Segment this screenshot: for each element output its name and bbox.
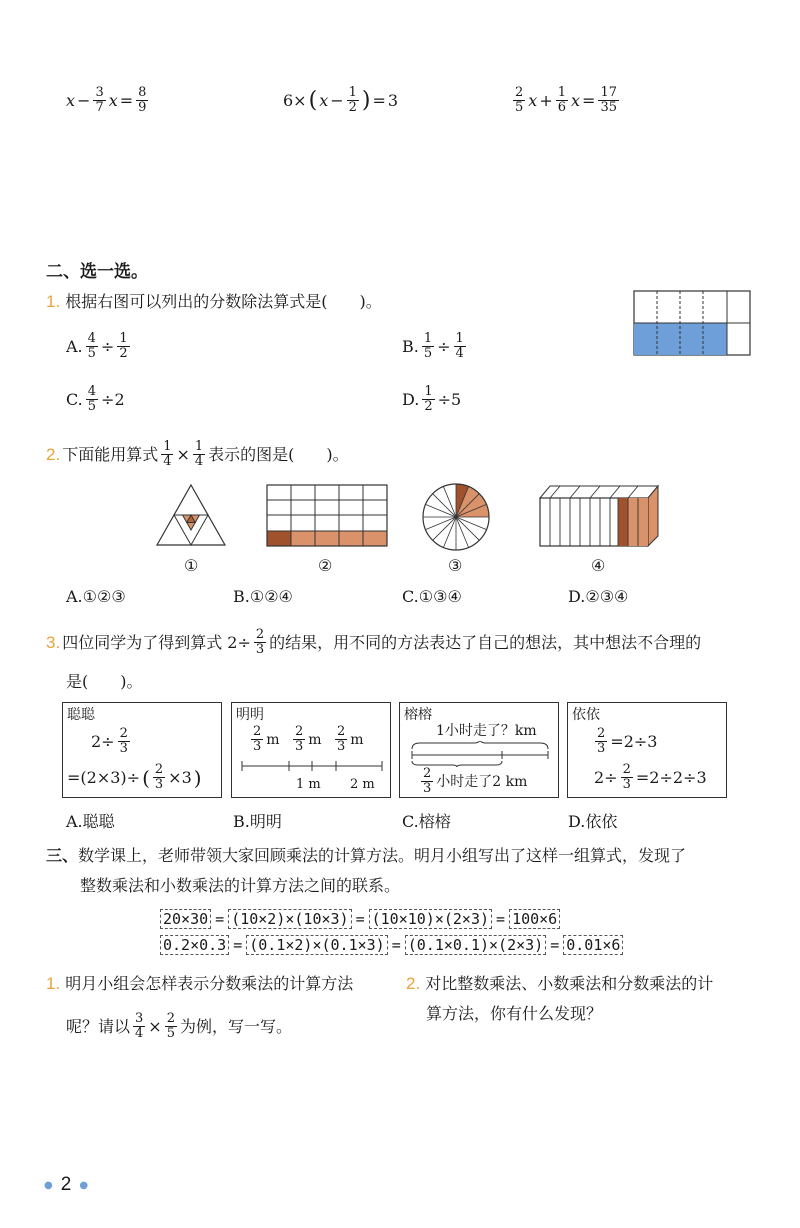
denominator: 4: [163, 454, 172, 469]
numerator: 8: [138, 85, 147, 100]
expr-cell: 100×6: [509, 909, 560, 929]
q3-option-b[interactable]: B.明明: [233, 812, 282, 831]
denominator: 3: [622, 777, 631, 792]
q2-option-d[interactable]: D.②③④: [568, 587, 629, 606]
expr-cell: 20×30: [160, 909, 211, 929]
op: ×: [148, 1016, 162, 1036]
denominator: 3: [423, 781, 432, 796]
q1-option-c[interactable]: [66, 385, 125, 414]
var: x: [571, 90, 581, 110]
numerator: 2: [253, 724, 262, 739]
denominator: 5: [423, 346, 433, 361]
segment-label-3: [334, 725, 364, 754]
numerator: 2: [119, 726, 128, 741]
denominator: 2: [424, 399, 433, 414]
eq-sign: =: [355, 910, 365, 928]
fraction: [136, 86, 148, 115]
card-congcong: [62, 702, 222, 798]
equation-1: [66, 86, 149, 115]
q2-figure-4-prism: [538, 484, 660, 548]
fraction: [422, 385, 434, 414]
question-text: 四位同学为了得到算式 2÷: [62, 632, 251, 652]
equation-2: [283, 86, 398, 115]
question-number: 2.: [46, 444, 61, 464]
numerator: 2: [337, 724, 346, 739]
fraction: [598, 86, 619, 115]
top-brace: [412, 741, 548, 749]
fraction: [422, 332, 434, 361]
question-text: 根据右图可以列出的分数除法算式是( )。: [65, 292, 382, 311]
unit: m: [350, 731, 364, 748]
section-2-heading: 二、选一选。: [46, 262, 148, 282]
expression: ×3: [168, 767, 192, 787]
numerator: 2: [515, 85, 524, 100]
paren: (: [308, 87, 318, 113]
expr-cell: (10×10)×(2×3): [369, 909, 492, 929]
expression: =2÷3: [610, 731, 658, 751]
denominator: 35: [600, 100, 617, 115]
fraction: [161, 440, 173, 469]
op: −: [330, 90, 344, 110]
brace-label: 1小时走了？km: [436, 723, 537, 739]
op: ÷: [437, 336, 451, 356]
hatched-block: [618, 498, 628, 546]
denominator: 2: [348, 100, 357, 115]
numerator: 2: [295, 724, 304, 739]
var: x: [108, 90, 118, 110]
unit: m: [308, 731, 322, 748]
expression: 2÷: [594, 767, 618, 787]
question-3: [46, 628, 701, 657]
question-number: 1.: [46, 974, 61, 993]
eq-sign: =: [391, 936, 401, 954]
numerator: 3: [95, 85, 104, 100]
card-name: 榕榕: [404, 707, 432, 723]
eq-sign: =: [550, 936, 560, 954]
fraction: [595, 727, 607, 756]
q2-option-c[interactable]: C.①③④: [402, 587, 462, 606]
expr-cell: 0.2×0.3: [160, 935, 229, 955]
op: ×: [176, 444, 190, 464]
denominator: 5: [87, 399, 97, 414]
page-footer: [44, 1174, 88, 1196]
expr-cell: (10×2)×(10×3): [228, 909, 351, 929]
numerator: 2: [166, 1011, 175, 1026]
page-number: 2: [60, 1174, 72, 1195]
denominator: 5: [166, 1026, 175, 1041]
question-number: 3.: [46, 632, 61, 652]
brace-bottom-label: [420, 767, 527, 796]
fraction: [421, 767, 433, 796]
paren: ): [193, 765, 202, 790]
denominator: 4: [455, 346, 464, 361]
denominator: 3: [295, 739, 304, 754]
s3-question-2-line2: 算方法，你有什么发现？: [426, 1004, 603, 1023]
s3-question-1-line2: [66, 1012, 292, 1041]
fraction: [86, 385, 98, 414]
q1-option-b[interactable]: [402, 332, 467, 361]
fig-label-4: ④: [591, 556, 606, 575]
option-label: C.: [66, 389, 83, 409]
q3-option-a[interactable]: A.聪聪: [66, 812, 115, 831]
numerator: 2: [597, 726, 606, 741]
label-text: 小时走了2 km: [436, 773, 528, 790]
number-line: [240, 759, 384, 773]
fraction: [165, 1012, 177, 1041]
expr-cell: (0.1×0.1)×(2×3): [405, 935, 546, 955]
question-number: 1.: [46, 292, 61, 311]
denominator: 3: [253, 739, 262, 754]
expression: =2÷2÷3: [635, 767, 707, 787]
card-line-1: [91, 727, 131, 756]
s3-question-2: [406, 974, 713, 994]
numerator: 17: [600, 85, 617, 100]
fraction: [513, 86, 525, 115]
denominator: 3: [255, 642, 265, 657]
denominator: 9: [138, 100, 147, 115]
op: =: [372, 90, 386, 110]
q1-option-a[interactable]: [66, 332, 131, 361]
numerator: 1: [557, 85, 566, 100]
unit: m: [266, 731, 280, 748]
denominator: 3: [154, 777, 164, 792]
brace-diagram: [410, 741, 550, 767]
section-3-text: 数学课上，老师带领大家回顾乘法的计算方法。明月小组写出了这样一组算式，发现了: [78, 846, 687, 865]
op: −: [77, 90, 91, 110]
q2-figure-1-triangle: [155, 482, 227, 548]
fig-label-1: ①: [184, 556, 199, 575]
op: ÷: [100, 336, 115, 356]
numerator: 3: [135, 1011, 144, 1026]
equation-3: [512, 86, 620, 115]
q1-grid-figure: [633, 290, 751, 356]
fraction: [193, 440, 205, 469]
dot-icon: ●: [79, 1179, 89, 1191]
circle-spokes: [423, 484, 489, 550]
fraction: [293, 725, 305, 754]
fraction: [254, 628, 266, 657]
numerator: 1: [348, 85, 357, 100]
hatched-cell: [267, 531, 291, 546]
denominator: 6: [557, 100, 566, 115]
card-mingming: [231, 702, 391, 798]
q2-figure-3-circle: [421, 482, 491, 552]
denominator: 5: [515, 100, 524, 115]
paren: ): [361, 87, 371, 113]
fraction: [347, 86, 359, 115]
denominator: 3: [597, 741, 606, 756]
numerator: 1: [163, 439, 172, 454]
denominator: 5: [87, 346, 96, 361]
numerator: 1: [424, 384, 433, 399]
question-text: 的结果，用不同的方法表达了自己的想法，其中想法不合理的: [269, 632, 702, 652]
eq-sign: =: [215, 910, 225, 928]
fraction: [454, 332, 466, 361]
mark-1m: 1 m: [296, 777, 321, 792]
expr-cell: (0.1×2)×(0.1×3): [246, 935, 387, 955]
mark-2m: 2 m: [350, 777, 375, 792]
equation-row-integer: [160, 906, 623, 932]
numerator: 1: [423, 331, 433, 346]
denominator: 4: [194, 454, 204, 469]
fraction: [133, 1012, 145, 1041]
expr-cell: 0.01×6: [563, 935, 623, 955]
question-text: 下面能用算式: [62, 444, 159, 464]
section-3-heading: 三、: [46, 846, 79, 865]
fraction: [335, 725, 347, 754]
equation-grid: [160, 906, 623, 958]
expression: ÷5: [437, 389, 462, 409]
segment-label-2: [292, 725, 322, 754]
op: =: [582, 90, 596, 110]
card-line-2: [594, 763, 707, 792]
denominator: 2: [119, 346, 128, 361]
paren: (: [142, 765, 150, 790]
op: 6×: [283, 90, 307, 110]
numerator: 1: [194, 439, 204, 454]
section-3-text-2: 整数乘法和小数乘法的计算方法之间的联系。: [80, 876, 401, 895]
option-label: D.: [402, 389, 420, 409]
fraction: [117, 332, 129, 361]
question-3-line2: 是( )。: [66, 672, 143, 691]
fig-label-2: ②: [318, 556, 333, 575]
section-3-intro: [46, 846, 686, 866]
numerator: 4: [87, 384, 97, 399]
card-line-2: [67, 763, 202, 792]
q3-option-c[interactable]: C.榕榕: [402, 812, 451, 831]
segment-label-1: [250, 725, 280, 754]
s3-question-1: [46, 974, 353, 994]
fraction: [86, 332, 98, 361]
numerator: 4: [87, 331, 96, 346]
expression: 2÷: [91, 731, 115, 751]
q2-figure-2-grid: [266, 484, 388, 548]
q2-option-a[interactable]: A.①②③: [66, 587, 126, 606]
denominator: 4: [135, 1026, 144, 1041]
fraction: [251, 725, 263, 754]
fraction: [118, 727, 130, 756]
numerator: 1: [455, 331, 464, 346]
var: x: [66, 90, 76, 110]
card-name: 聪聪: [67, 707, 95, 723]
q1-option-d[interactable]: [402, 385, 461, 414]
numerator: 2: [255, 627, 265, 642]
denominator: 3: [119, 741, 128, 756]
numerator: 2: [154, 762, 164, 777]
numerator: 1: [119, 331, 128, 346]
question-text: 表示的图是( )。: [208, 444, 349, 464]
question-2: [46, 440, 349, 469]
fraction: [556, 86, 568, 115]
question-text: 明月小组会怎样表示分数乘法的计算方法: [65, 974, 354, 993]
denominator: 7: [95, 100, 104, 115]
denominator: 3: [337, 739, 346, 754]
equation-row-decimal: [160, 932, 623, 958]
dot-icon: ●: [44, 1179, 53, 1191]
numerator: 2: [423, 766, 432, 781]
expression: ÷2: [101, 389, 125, 409]
fraction: [93, 86, 105, 115]
option-label: A.: [66, 336, 83, 356]
question-text: 对比整数乘法、小数乘法和分数乘法的计: [425, 974, 714, 993]
op: +: [539, 90, 553, 110]
numerator: 2: [622, 762, 631, 777]
fig-label-3: ③: [448, 556, 463, 575]
card-name: 依依: [572, 707, 600, 723]
question-1: [46, 292, 382, 312]
op: =: [119, 90, 134, 110]
card-yiyi: [567, 702, 727, 798]
q3-option-d[interactable]: D.依依: [568, 812, 618, 831]
q2-option-b[interactable]: B.①②④: [233, 587, 293, 606]
question-text: 为例，写一写。: [179, 1016, 292, 1036]
question-text: 呢？请以: [66, 1016, 131, 1036]
var: x: [319, 90, 329, 110]
var: x: [528, 90, 538, 110]
card-name: 明明: [236, 707, 264, 723]
fraction: [153, 763, 165, 792]
question-number: 2.: [406, 974, 421, 993]
eq-sign: =: [496, 910, 506, 928]
value: 3: [387, 90, 399, 110]
card-line-1: [594, 727, 657, 756]
fraction: [621, 763, 633, 792]
option-label: B.: [402, 336, 419, 356]
card-rongrong: [399, 702, 559, 798]
expression: =(2×3)÷: [67, 767, 141, 787]
eq-sign: =: [233, 936, 243, 954]
